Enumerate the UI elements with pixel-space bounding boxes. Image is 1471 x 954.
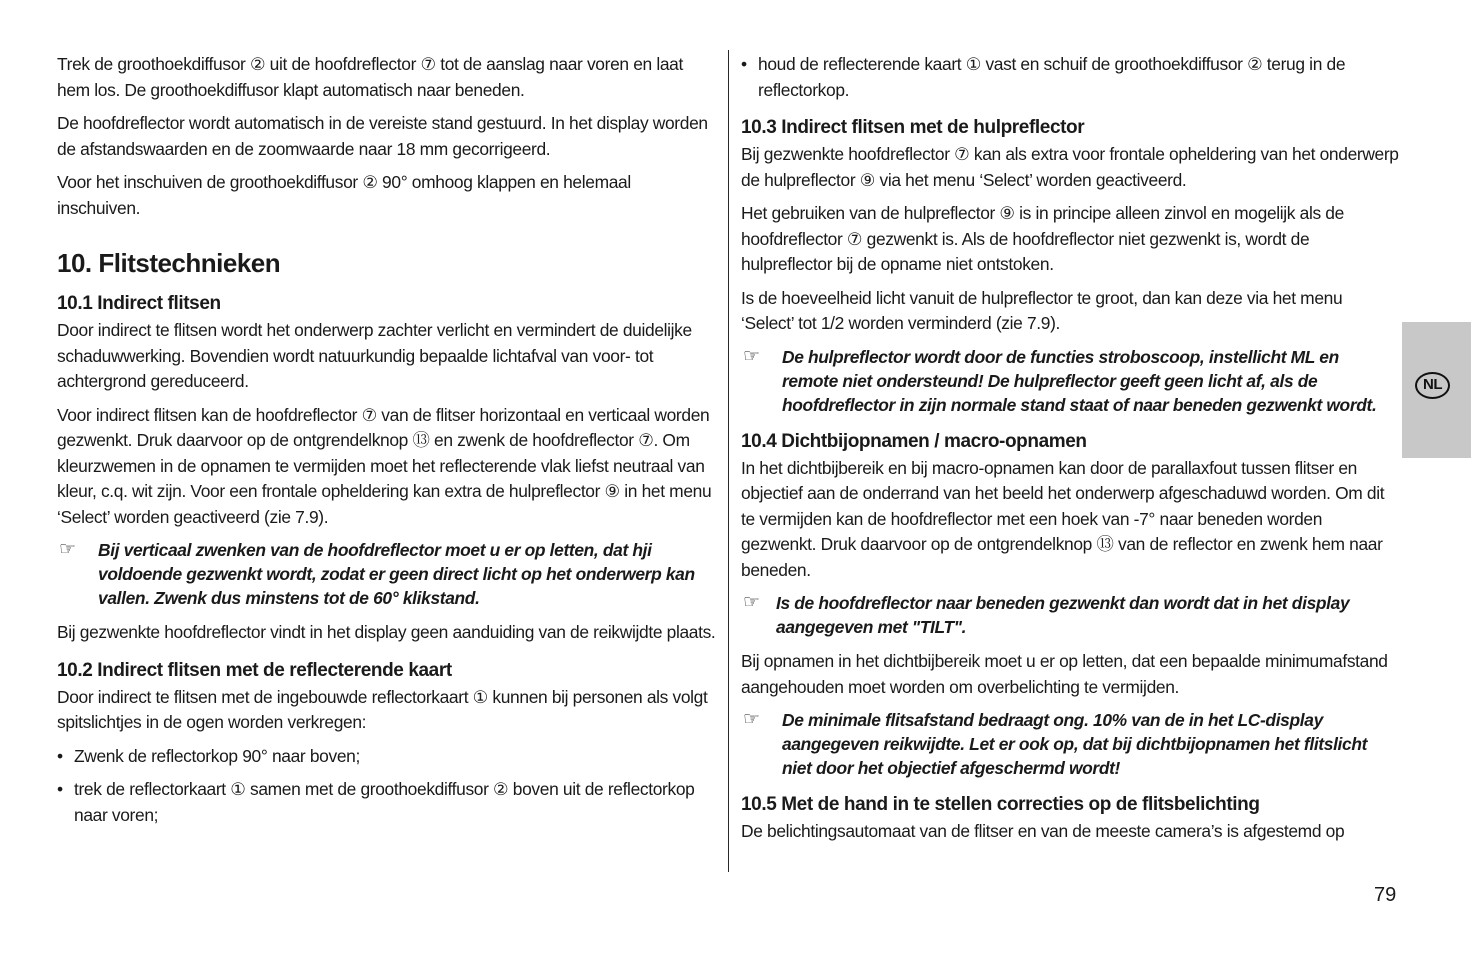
section-title: 10. Flitstechnieken: [57, 248, 281, 278]
pointing-hand-icon: ☞: [743, 592, 760, 613]
left-column: [57, 52, 717, 836]
subsection-heading: 10.4 Dichtbijopnamen / macro-opnamen: [741, 430, 1087, 452]
paragraph: Bij gezwenkte hoofdreflector ⑦ kan als extra voor frontale opheldering van het onderwerp de hulpreflector ⑨ via het menu ‘Select’ worden geactiveerd.: [741, 144, 1399, 190]
paragraph: De hoofdreflector wordt automatisch in de vereiste stand gestuurd. In het display worden de afstandswaarden en de zoomwaarde naar 18 mm gecorrigeerd.: [57, 113, 708, 159]
pointing-hand-icon: ☞: [743, 709, 760, 730]
list-item: • trek de reflectorkaart ① samen met de groothoekdiffusor ② boven uit de reflectorkop naar voren;: [57, 777, 717, 828]
note: [741, 708, 1399, 780]
column-divider: [728, 50, 729, 872]
paragraph: Trek de groothoekdiffusor ② uit de hoofdreflector ⑦ tot de aanslag naar voren en laat hem los. De groothoekdiffusor klapt automatisch naar beneden.: [57, 54, 683, 100]
language-tab: [1402, 322, 1471, 458]
right-column: [741, 52, 1399, 853]
paragraph: Voor het inschuiven de groothoekdiffusor ② 90° omhoog klappen en helemaal inschuiven.: [57, 172, 631, 218]
note-text: Bij verticaal zwenken van de hoofdreflector moet u er op letten, dat hji voldoende gezwenkt wordt, zodat er geen direct licht op het onderwerp kan vallen. Zwenk dus minstens tot de 60° klikstand.: [98, 540, 695, 608]
paragraph: De belichtingsautomaat van de flitser en van de meeste camera’s is afgestemd op: [741, 821, 1345, 841]
subsection-heading: 10.3 Indirect flitsen met de hulpreflector: [741, 117, 1085, 138]
note: [741, 345, 1399, 417]
note: [57, 538, 717, 610]
list-item: • houd de reflecterende kaart ① vast en schuif de groothoekdiffusor ② terug in de reflectorkop.: [741, 52, 1399, 103]
note: [741, 591, 1399, 639]
paragraph: In het dichtbijbereik en bij macro-opnamen kan door de parallaxfout tussen flitser en objectief aan de onderrand van het beeld het onderwerp afgeschaduwd worden. Om dit te vermijden kan de hoofdreflector met een hoek van -7° naar beneden worden gezwenkt. Druk daarvoor op de ontgrendelknop ⑬ van de reflector en zwenk hem naar beneden.: [741, 457, 1385, 580]
subsection-heading: 10.5 Met de hand in te stellen correcties op de flitsbelichting: [741, 794, 1260, 815]
list-item: • Zwenk de reflectorkop 90° naar boven;: [57, 744, 717, 770]
note-text: Is de hoofdreflector naar beneden gezwenkt dan wordt dat in het display aangegeven met "TILT".: [776, 593, 1350, 637]
paragraph: Voor indirect flitsen kan de hoofdreflector ⑦ van de flitser horizontaal en verticaal worden gezwenkt. Druk daarvoor op de ontgrendelknop ⑬ en zwenk de hoofdreflector ⑦. Om kleurzwemen in de opnamen te vermijden moet het reflecterende vlak liefst neutraal van kleur, c.q. wit zijn. Voor een frontale opheldering kan extra de hulpreflector ⑨ in het menu ‘Select’ worden geactiveerd (zie 7.9).: [57, 404, 712, 527]
page-number: 79: [1374, 884, 1397, 906]
subsection-heading: 10.2 Indirect flitsen met de reflecterende kaart: [57, 659, 452, 681]
paragraph: Bij gezwenkte hoofdreflector vindt in het display geen aanduiding van de reikwijdte plaats.: [57, 622, 716, 642]
paragraph: Door indirect te flitsen wordt het onderwerp zachter verlicht en vermindert de duidelijke schaduwwerking. Bovendien wordt natuurkundig bepaalde lichtafval van voor- tot achtergrond gereduceerd.: [57, 320, 692, 391]
subsection-heading: 10.1 Indirect flitsen: [57, 293, 221, 314]
paragraph: Door indirect te flitsen met de ingebouwde reflectorkaart ① kunnen bij personen als volgt spitslichtjes in de ogen worden verkregen:: [57, 686, 708, 732]
language-badge: NL: [1415, 372, 1450, 399]
note-text: De hulpreflector wordt door de functies stroboscoop, instellicht ML en remote niet ondersteund! De hulpreflector geeft geen licht af, als de hoofdreflector in zijn normale stand staat of naar beneden gezwenkt wordt.: [782, 346, 1377, 415]
paragraph: Is de hoeveelheid licht vanuit de hulpreflector te groot, dan kan deze via het menu ‘Select’ tot 1/2 worden verminderd (zie 7.9).: [741, 287, 1343, 333]
pointing-hand-icon: ☞: [59, 539, 76, 560]
pointing-hand-icon: ☞: [743, 345, 760, 367]
paragraph: Het gebruiken van de hulpreflector ⑨ is in principe alleen zinvol en mogelijk als de hoofdreflector ⑦ gezwenkt is. Als de hoofdreflector niet gezwenkt is, wordt de hulpreflector bij de opname niet ontstoken.: [741, 203, 1344, 274]
note-text: De minimale flitsafstand bedraagt ong. 10% van de in het LC-display aangegeven reikwijdte. Let er ook op, dat bij dichtbijopnamen het flitslicht niet door het objectief afgeschermd wordt!: [782, 710, 1368, 778]
paragraph: Bij opnamen in het dichtbijbereik moet u er op letten, dat een bepaalde minimumafstand aangehouden moet worden om overbelichting te vermijden.: [741, 651, 1388, 697]
